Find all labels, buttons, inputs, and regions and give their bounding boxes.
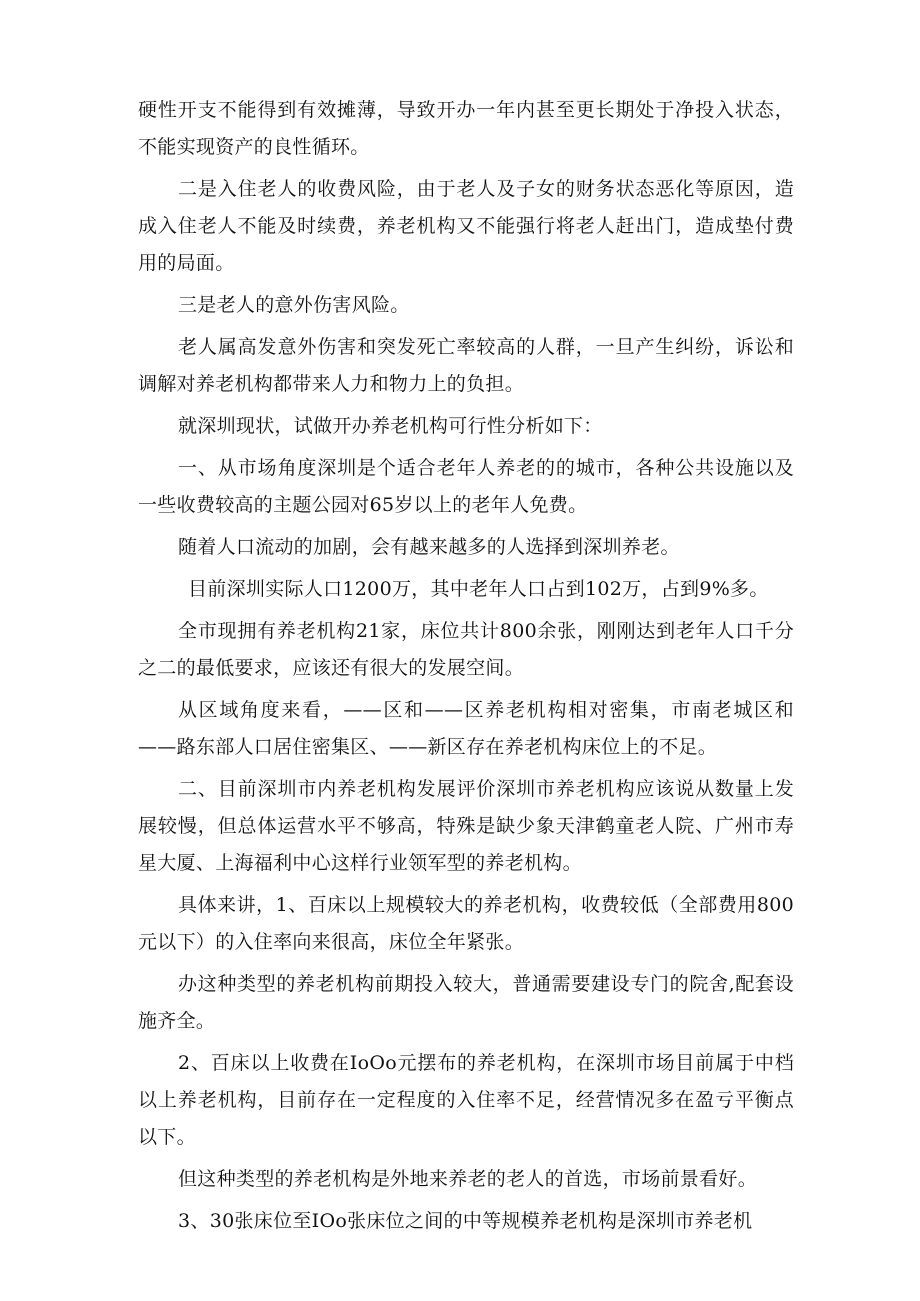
paragraph-4: 老人属高发意外伤害和突发死亡率较高的人群，一旦产生纠纷，诉讼和调解对养老机构都带来人力和物力上的负担。 <box>138 336 794 395</box>
paragraph-16: 3、30张床位至IOo张床位之间的中等规模养老机构是深圳市养老机 <box>178 1210 753 1232</box>
paragraph-13: 办这种类型的养老机构前期投入较大，普通需要建设专门的院舍,配套设施齐全。 <box>138 973 794 1032</box>
paragraph-2: 二是入住老人的收费风险，由于老人及子女的财务状态恶化等原因，造成入住老人不能及时续费，养老机构又不能强行将老人赶出门，造成垫付费用的局面。 <box>138 178 794 274</box>
paragraph-9: 全市现拥有养老机构21家，床位共计800余张，刚刚达到老年人口千分之二的最低要求，应该还有很大的发展空间。 <box>138 620 794 679</box>
paragraph-3: 三是老人的意外伤害风险。 <box>178 294 410 316</box>
paragraph-5: 就深圳现状，试做开办养老机构可行性分析如下： <box>178 415 603 437</box>
paragraph-10: 从区域角度来看，——区和——区养老机构相对密集，市南老城区和——路东部人口居住密集区、——新区存在养老机构床位上的不足。 <box>138 699 794 758</box>
paragraph-12: 具体来讲，1、百床以上规模较大的养老机构，收费较低（全部费用800元以下）的入住率向来很高，床位全年紧张。 <box>138 894 794 953</box>
document-body <box>138 92 794 1245</box>
paragraph-14: 2、百床以上收费在IoOo元摆布的养老机构，在深圳市场目前属于中档以上养老机构，目前存在一定程度的入住率不足，经营情况多在盈亏平衡点以下。 <box>138 1052 794 1148</box>
paragraph-6: 一、从市场角度深圳是个适合老年人养老的的城市，各种公共设施以及一些收费较高的主题公园对65岁以上的老年人免费。 <box>138 457 794 516</box>
paragraph-1: 硬性开支不能得到有效摊薄，导致开办一年内甚至更长期处于净投入状态，不能实现资产的良性循环。 <box>138 99 794 158</box>
paragraph-11: 二、目前深圳市内养老机构发展评价深圳市养老机构应该说从数量上发展较慢，但总体运营水平不够高，特殊是缺少象天津鹤童老人院、广州市寿星大厦、上海福利中心这样行业领军型的养老机构。 <box>138 778 794 874</box>
paragraph-8: 目前深圳实际人口1200万，其中老年人口占到102万，占到9%多。 <box>188 578 769 600</box>
paragraph-15: 但这种类型的养老机构是外地来养老的老人的首选，市场前景看好。 <box>178 1168 758 1190</box>
paragraph-7: 随着人口流动的加剧，会有越来越多的人选择到深圳养老。 <box>178 536 680 558</box>
